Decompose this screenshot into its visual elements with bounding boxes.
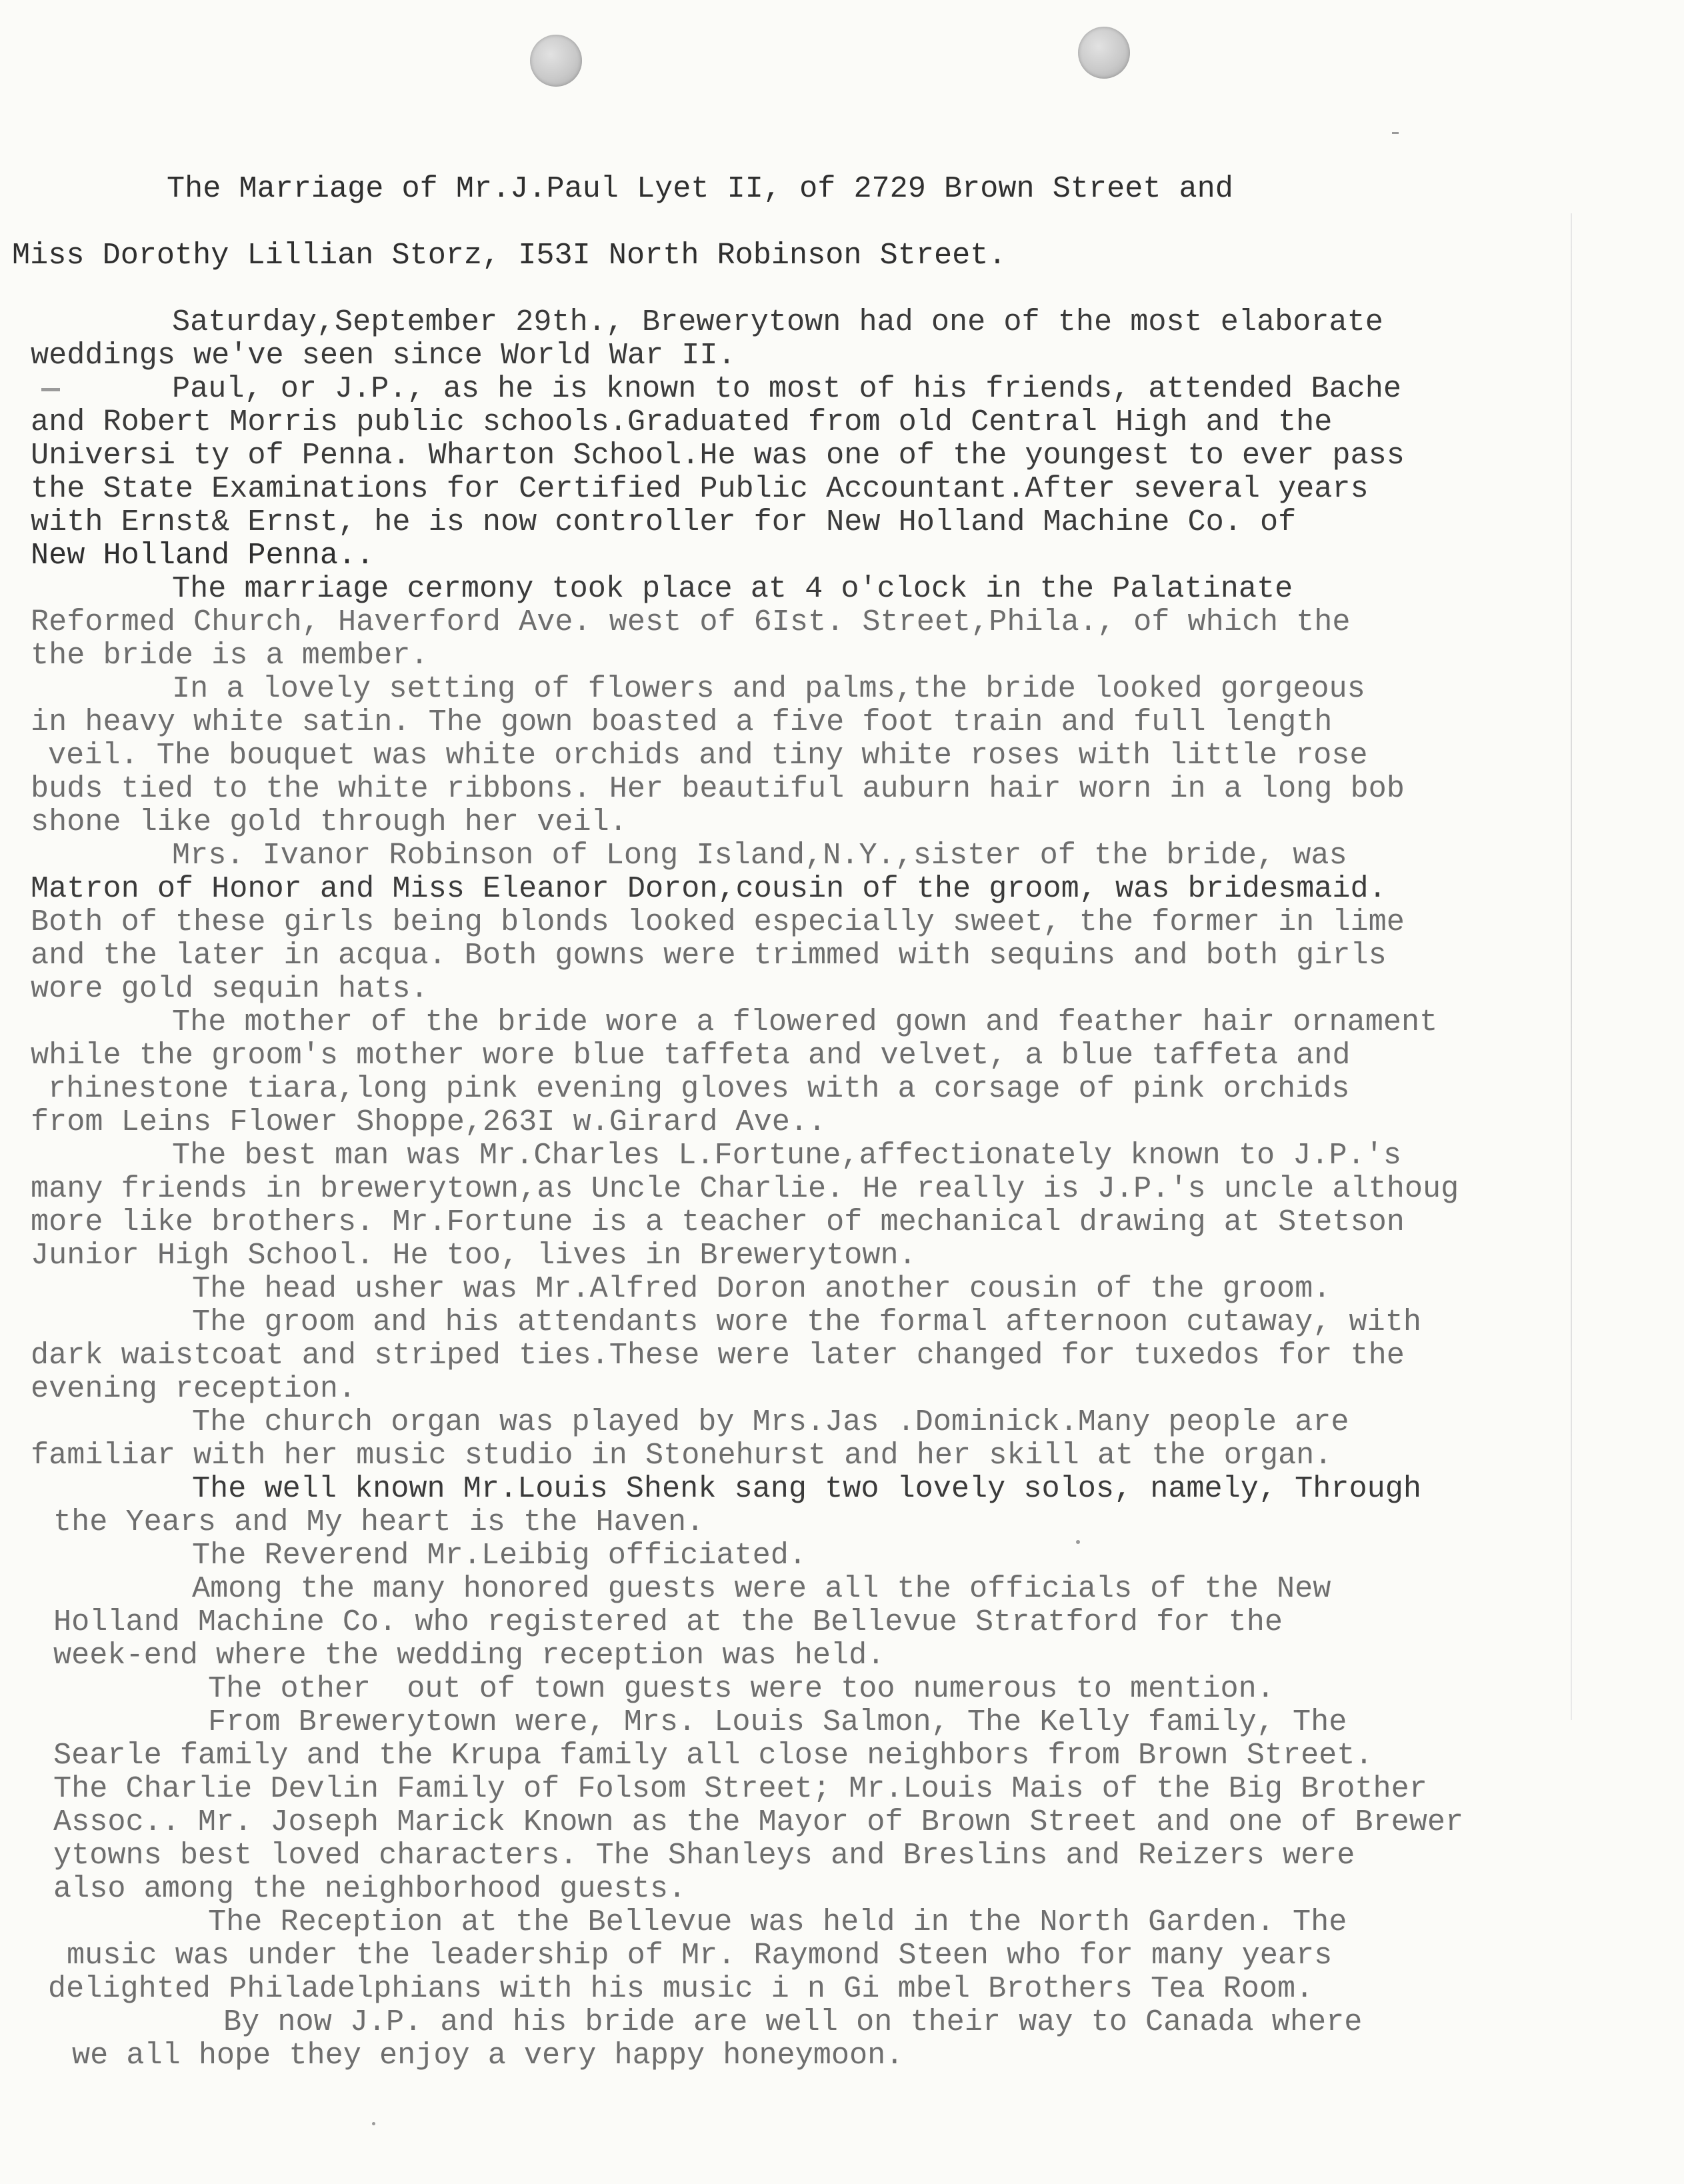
- body-line: with Ernst& Ernst, he is now controller for New Holland Machine Co. of: [31, 505, 1297, 539]
- body-line: music was under the leadership of Mr. Raymond Steen who for many years: [67, 1938, 1333, 1973]
- body-line: Saturday,September 29th., Brewerytown had one of the most elaborate: [172, 305, 1383, 339]
- body-line: Matron of Honor and Miss Eleanor Doron,cousin of the groom, was bridesmaid.: [31, 871, 1387, 906]
- body-line: Holland Machine Co. who registered at the Bellevue Stratford for the: [53, 1605, 1283, 1639]
- body-line: from Leins Flower Shoppe,263I w.Girard Ave..: [31, 1105, 827, 1139]
- body-line: The Reception at the Bellevue was held in the North Garden. The: [208, 1905, 1347, 1939]
- body-line: buds tied to the white ribbons. Her beautiful auburn hair worn in a long bob: [31, 771, 1405, 806]
- paper-edge-shadow: [1571, 213, 1572, 1720]
- body-line: shone like gold through her veil.: [31, 805, 627, 839]
- body-line: weddings we've seen since World War II.: [31, 338, 736, 373]
- body-line: The church organ was played by Mrs.Jas .Dominick.Many people are: [192, 1405, 1349, 1439]
- body-line: Junior High School. He too, lives in Brewerytown.: [31, 1238, 917, 1273]
- body-line: Assoc.. Mr. Joseph Marick Known as the Mayor of Brown Street and one of Brewer: [53, 1805, 1464, 1839]
- body-line: ytowns best loved characters. The Shanleys and Breslins and Reizers were: [53, 1838, 1355, 1873]
- body-line: Among the many honored guests were all the officials of the New: [192, 1571, 1331, 1606]
- body-line: Mrs. Ivanor Robinson of Long Island,N.Y.,sister of the bride, was: [172, 838, 1347, 873]
- body-line: many friends in brewerytown,as Uncle Charlie. He really is J.P.'s uncle althoug: [31, 1171, 1459, 1206]
- body-line: The well known Mr.Louis Shenk sang two lovely solos, namely, Through: [192, 1471, 1421, 1506]
- body-line: and the later in acqua. Both gowns were trimmed with sequins and both girls: [31, 938, 1387, 973]
- body-line: the State Examinations for Certified Public Accountant.After several years: [31, 471, 1369, 506]
- body-line: rhinestone tiara,long pink evening gloves with a corsage of pink orchids: [48, 1071, 1350, 1106]
- body-line: By now J.P. and his bride are well on their way to Canada where: [223, 2005, 1363, 2039]
- title-line: The Marriage of Mr.J.Paul Lyet II, of 2729 Brown Street and: [167, 171, 1233, 206]
- paper-speck: [1392, 132, 1399, 134]
- body-line: more like brothers. Mr.Fortune is a teacher of mechanical drawing at Stetson: [31, 1205, 1405, 1239]
- body-line: Reformed Church, Haverford Ave. west of 6Ist. Street,Phila., of which the: [31, 605, 1351, 639]
- body-line: wore gold sequin hats.: [31, 971, 429, 1006]
- body-line: Paul, or J.P., as he is known to most of his friends, attended Bache: [172, 371, 1401, 406]
- paper-speck: [41, 388, 60, 391]
- body-line: while the groom's mother wore blue taffeta and velvet, a blue taffeta and: [31, 1038, 1351, 1073]
- body-line: Both of these girls being blonds looked especially sweet, the former in lime: [31, 905, 1405, 939]
- body-line: In a lovely setting of flowers and palms,the bride looked gorgeous: [172, 671, 1365, 706]
- body-line: in heavy white satin. The gown boasted a five foot train and full length: [31, 705, 1333, 739]
- body-line: The marriage cermony took place at 4 o'clock in the Palatinate: [172, 571, 1293, 606]
- body-line: Searle family and the Krupa family all close neighbors from Brown Street.: [53, 1738, 1373, 1773]
- body-line: also among the neighborhood guests.: [53, 1871, 687, 1906]
- body-line: From Brewerytown were, Mrs. Louis Salmon, The Kelly family, The: [208, 1705, 1347, 1739]
- body-line: we all hope they enjoy a very happy honeymoon.: [72, 2038, 904, 2073]
- body-line: The best man was Mr.Charles L.Fortune,affectionately known to J.P.'s: [172, 1138, 1401, 1173]
- punch-hole-right: [1078, 27, 1130, 79]
- body-line: familiar with her music studio in Stonehurst and her skill at the organ.: [31, 1438, 1333, 1473]
- paper-speck: [372, 2122, 375, 2125]
- body-line: week-end where the wedding reception was held.: [53, 1638, 885, 1673]
- paper-speck: [1076, 1540, 1080, 1544]
- body-line: The Charlie Devlin Family of Folsom Street; Mr.Louis Mais of the Big Brother: [53, 1771, 1427, 1806]
- body-line: The head usher was Mr.Alfred Doron another cousin of the groom.: [192, 1271, 1331, 1306]
- body-line: delighted Philadelphians with his music i n Gi mbel Brothers Tea Room.: [48, 1971, 1314, 2006]
- body-line: The groom and his attendants wore the formal afternoon cutaway, with: [192, 1305, 1421, 1339]
- body-line: New Holland Penna..: [31, 538, 375, 573]
- body-line: The mother of the bride wore a flowered gown and feather hair ornament: [172, 1005, 1438, 1039]
- body-line: the Years and My heart is the Haven.: [53, 1505, 705, 1539]
- body-line: evening reception.: [31, 1371, 357, 1406]
- title-line: Miss Dorothy Lillian Storz, I53I North Robinson Street.: [12, 238, 1007, 273]
- body-line: The Reverend Mr.Leibig officiated.: [192, 1538, 807, 1573]
- body-line: Universi ty of Penna. Wharton School.He was one of the youngest to ever pass: [31, 438, 1405, 473]
- body-line: dark waistcoat and striped ties.These were later changed for tuxedos for the: [31, 1338, 1405, 1373]
- body-line: The other out of town guests were too numerous to mention.: [208, 1671, 1275, 1706]
- punch-hole-left: [530, 35, 582, 87]
- body-line: the bride is a member.: [31, 638, 429, 673]
- body-line: and Robert Morris public schools.Graduated from old Central High and the: [31, 405, 1333, 439]
- body-line: veil. The bouquet was white orchids and tiny white roses with little rose: [48, 738, 1368, 773]
